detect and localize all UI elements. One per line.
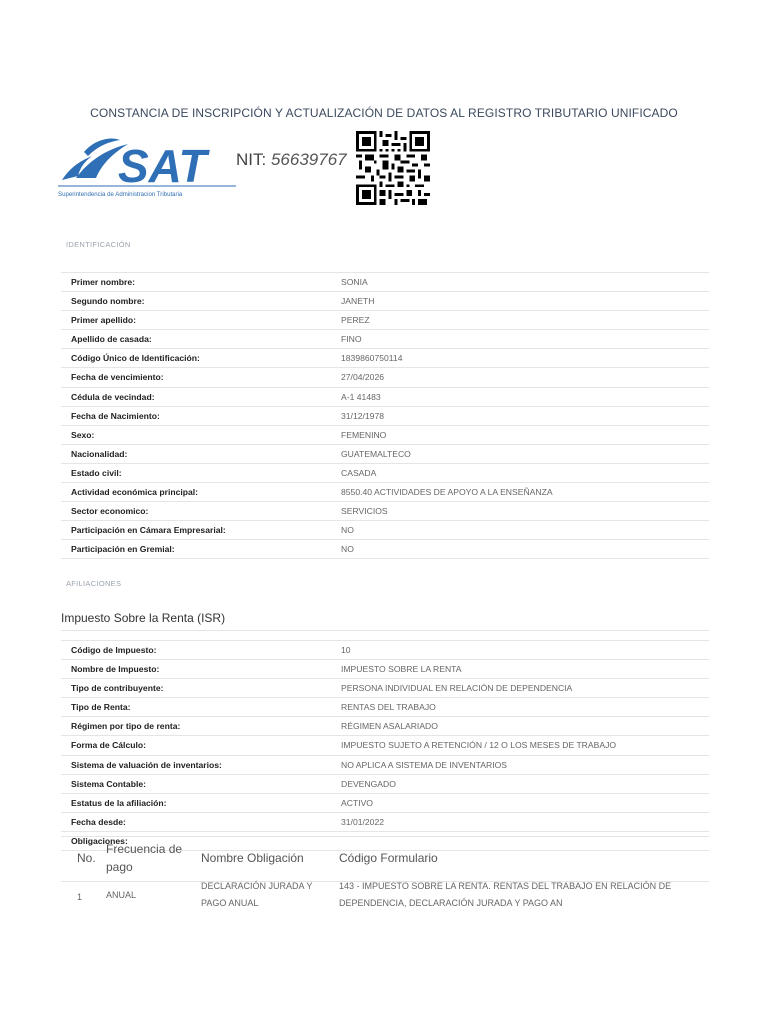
field-value: SERVICIOS [341, 506, 388, 517]
table-row [61, 483, 709, 502]
isr-heading-divider [61, 630, 709, 631]
table-row [61, 521, 709, 540]
field-value: CASADA [341, 467, 377, 478]
table-row [61, 660, 709, 679]
field-value: 31/12/1978 [341, 410, 385, 421]
field-value: PERSONA INDIVIDUAL EN RELACIÓN DE DEPENDENCIA [341, 683, 573, 694]
table-row [61, 388, 709, 407]
col-header-codigo: Código Formulario [339, 851, 438, 865]
table-row [61, 272, 709, 292]
field-label: Cédula de vecindad: [71, 391, 155, 402]
field-label: Nacionalidad: [71, 448, 128, 459]
table-row [61, 445, 709, 464]
table-row [61, 640, 709, 660]
table-row [61, 311, 709, 330]
field-label: Segundo nombre: [71, 296, 145, 307]
obligaciones-header [61, 836, 709, 882]
sat-logo [58, 132, 238, 202]
col-header-frecuencia-2: pago [106, 860, 133, 874]
field-value: IMPUESTO SOBRE LA RENTA [341, 664, 462, 675]
afiliaciones-section-label: AFILIACIONES [66, 579, 122, 588]
field-value: 31/01/2022 [341, 816, 385, 827]
field-label: Estatus de la afiliación: [71, 797, 167, 808]
field-value: NO [341, 544, 354, 555]
cell-frecuencia: ANUAL [106, 890, 137, 900]
field-label: Sector economico: [71, 506, 149, 517]
cell-codigo-line2: DEPENDENCIA, DECLARACIÓN JURADA Y PAGO AN [339, 898, 563, 908]
field-label: Forma de Cálculo: [71, 740, 146, 751]
sat-tagline: Superintendencia de Administracion Tributaria [58, 191, 183, 198]
table-row [61, 407, 709, 426]
nit-label: NIT: [236, 150, 267, 169]
table-row [61, 882, 709, 922]
table-row [61, 464, 709, 483]
field-label: Participación en Cámara Empresarial: [71, 525, 226, 536]
field-label: Primer nombre: [71, 277, 135, 287]
field-value: SONIA [341, 277, 368, 287]
field-label: Actividad económica principal: [71, 487, 199, 498]
cell-no: 1 [77, 892, 83, 902]
table-row [61, 756, 709, 775]
field-label: Fecha desde: [71, 816, 126, 827]
field-label: Obligaciones: [71, 835, 128, 846]
field-value: FEMENINO [341, 429, 387, 440]
field-value: 1839860750114 [341, 353, 403, 364]
field-value: IMPUESTO SUJETO A RETENCIÓN / 12 O LOS MESES DE TRABAJO [341, 740, 617, 751]
field-label: Primer apellido: [71, 315, 136, 326]
table-row [61, 736, 709, 755]
table-row [61, 540, 709, 559]
qr-code-icon [356, 131, 430, 205]
field-value: ACTIVO [341, 797, 373, 808]
table-row [61, 794, 709, 813]
table-row [61, 698, 709, 717]
cell-nombre-line2: PAGO ANUAL [201, 898, 259, 908]
table-row [61, 813, 709, 832]
nit-value: 56639767 [270, 150, 347, 169]
field-value: NO APLICA A SISTEMA DE INVENTARIOS [341, 759, 508, 770]
field-label: Tipo de contribuyente: [71, 683, 164, 694]
field-value: PEREZ [341, 315, 370, 326]
field-label: Participación en Gremial: [71, 544, 175, 555]
field-label: Sexo: [71, 429, 95, 440]
cell-nombre-line1: DECLARACIÓN JURADA Y [201, 881, 313, 891]
field-value: 10 [341, 645, 351, 655]
col-header-no: No. [77, 851, 96, 865]
field-value: GUATEMALTECO [341, 448, 411, 459]
table-row [61, 349, 709, 368]
field-value: 27/04/2026 [341, 372, 385, 383]
field-value: A-1 41483 [341, 391, 381, 402]
field-value: RÉGIMEN ASALARIADO [341, 721, 438, 732]
nit-display [236, 150, 347, 170]
field-value: 8550.40 ACTIVIDADES DE APOYO A LA ENSEÑANZA [341, 487, 553, 498]
isr-heading: Impuesto Sobre la Renta (ISR) [61, 611, 226, 625]
field-label: Nombre de Impuesto: [71, 664, 160, 675]
table-row [61, 368, 709, 387]
col-header-frecuencia: Frecuencia de [106, 842, 183, 856]
field-value: FINO [341, 334, 362, 345]
table-row [61, 679, 709, 698]
field-label: Código Único de Identificación: [71, 353, 200, 364]
field-label: Apellido de casada: [71, 334, 152, 345]
table-row [61, 292, 709, 311]
field-label: Fecha de Nacimiento: [71, 410, 160, 421]
sat-wordmark: SAT [118, 140, 207, 192]
identificacion-table [61, 272, 709, 559]
table-row [61, 426, 709, 445]
afiliacion-table [61, 640, 709, 851]
field-value: JANETH [341, 296, 375, 307]
field-value: DEVENGADO [341, 778, 396, 789]
obligaciones-table [61, 836, 709, 922]
table-row [61, 717, 709, 736]
table-row [61, 775, 709, 794]
field-label: Sistema Contable: [71, 778, 146, 789]
col-header-nombre: Nombre Obligación [201, 851, 304, 865]
field-value: NO [341, 525, 354, 536]
field-label: Código de Impuesto: [71, 645, 157, 655]
field-label: Tipo de Renta: [71, 702, 131, 713]
table-row [61, 502, 709, 521]
field-label: Régimen por tipo de renta: [71, 721, 181, 732]
field-label: Fecha de vencimiento: [71, 372, 164, 383]
field-value: RENTAS DEL TRABAJO [341, 702, 436, 713]
table-row [61, 330, 709, 349]
field-label: Sistema de valuación de inventarios: [71, 759, 222, 770]
identificacion-section-label: IDENTIFICACIÓN [66, 240, 131, 249]
cell-codigo-line1: 143 - IMPUESTO SOBRE LA RENTA. RENTAS DEL TRABAJO EN RELACIÓN DE [339, 881, 672, 891]
document-title: CONSTANCIA DE INSCRIPCIÓN Y ACTUALIZACIÓN DE DATOS AL REGISTRO TRIBUTARIO UNIFICADO [90, 106, 678, 120]
field-label: Estado civil: [71, 467, 122, 478]
